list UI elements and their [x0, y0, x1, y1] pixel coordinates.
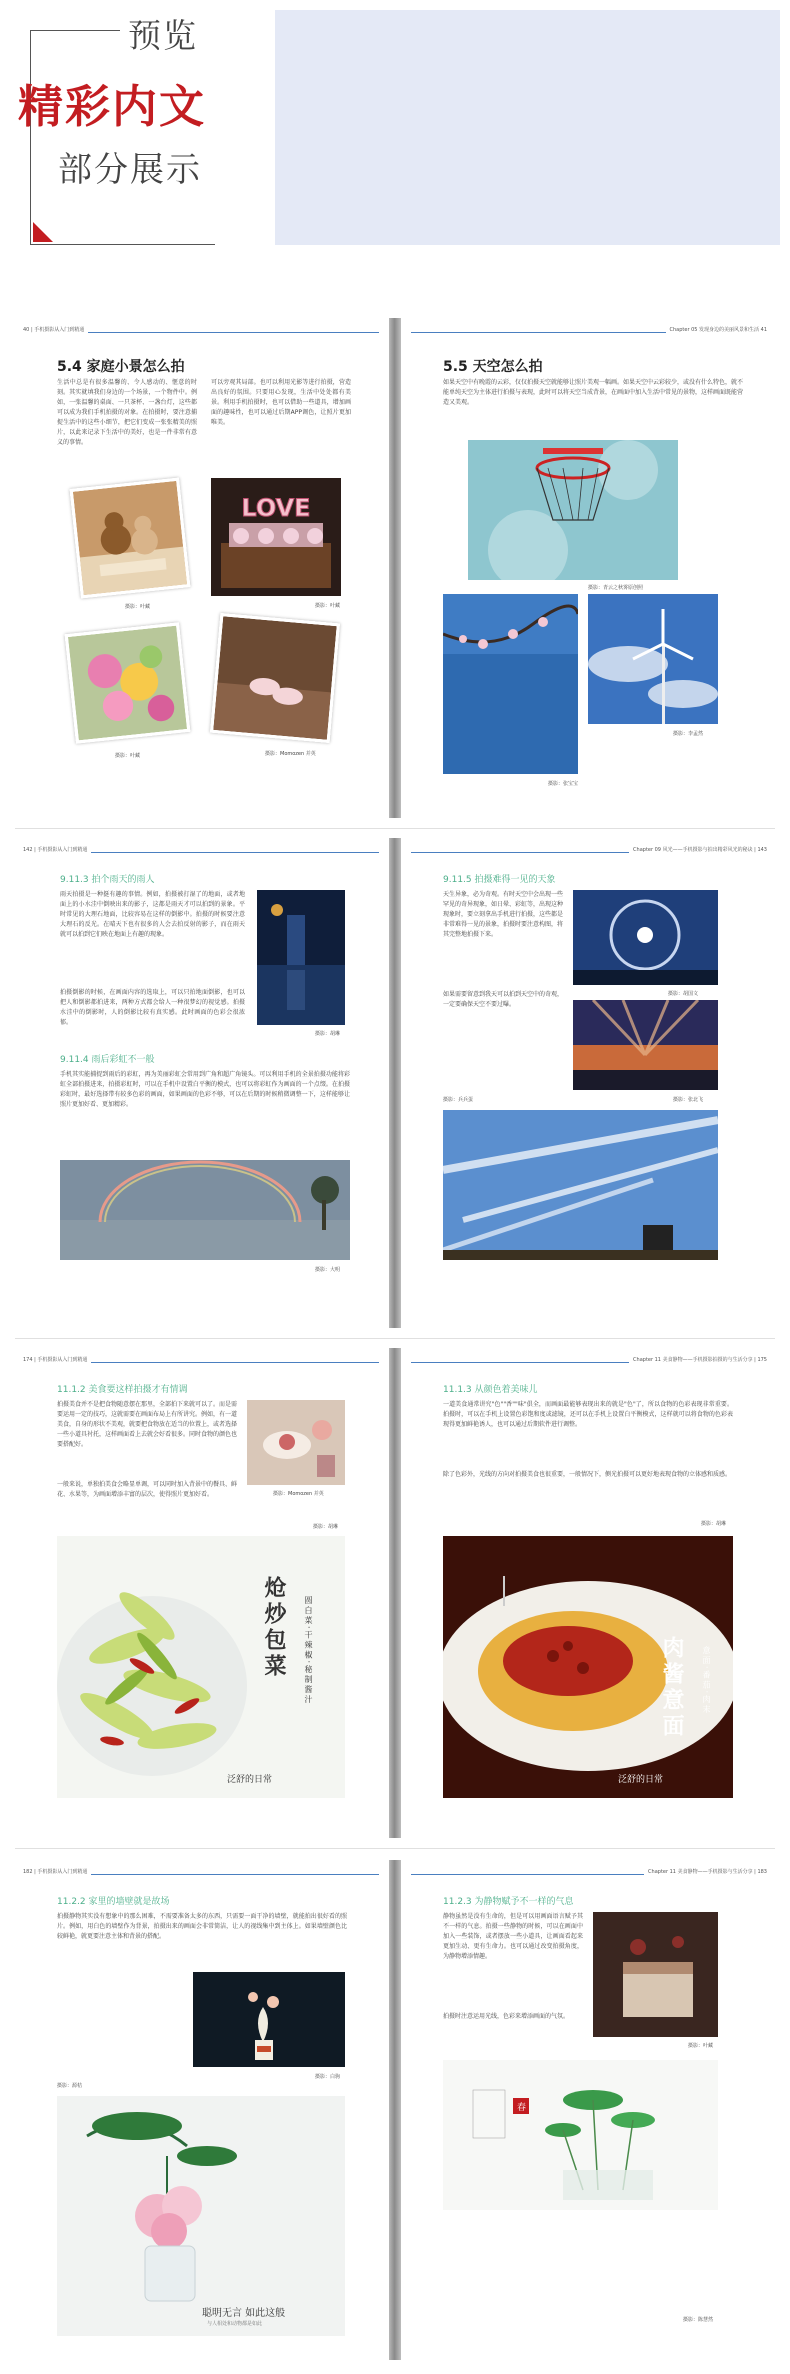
body-text: 可以旁观其局部。也可以利用光影等进行拍摄，营造出良好的氛围。只要用心发现，生活中处处都有美景。利用手机拍摄时，也可以借助一些道具，增加画面的趣味性，也可以通过后期APP调色，让照片更加唯美。 — [211, 379, 351, 426]
seal-stamp: 春 — [517, 2103, 527, 2113]
photo-bolognese-pasta — [443, 1536, 733, 1798]
photo-lotus-leaves — [443, 2060, 718, 2210]
section-heading: 9.11.5 拍摄难得一见的天象 — [443, 875, 556, 885]
photo-rain-reflection — [257, 890, 345, 1025]
page-182 — [15, 1860, 387, 2360]
body-text: 静物虽然是没有生命的，但是可以用画面语言赋予其不一样的气息。拍摄一些静物的时候，可以在画面中加入一些装饰，或者摆放一些小道具，让画面看起来更加生动、更有生命力。也可以通过改变拍摄角度，为静物增添情趣。 — [443, 1913, 583, 1960]
dish-name: 炝炒包菜 — [261, 1576, 287, 1680]
section-heading: 9.11.4 雨后彩虹不一般 — [60, 1055, 155, 1065]
page-header — [23, 326, 379, 336]
page-header — [23, 1356, 379, 1366]
section-heading: 11.2.3 为静物赋予不一样的气息 — [443, 1897, 574, 1907]
book-gutter — [389, 1860, 401, 2360]
photo-basketball-hoop — [468, 440, 678, 580]
banner-preview-text: 预览 — [128, 16, 198, 55]
photo-plum-blossom-sky — [443, 594, 578, 774]
page-header — [23, 1868, 379, 1878]
poem-text: 聪明无言 如此这般 — [202, 2308, 286, 2319]
page-142 — [15, 838, 387, 1328]
book-gutter — [389, 1348, 401, 1838]
banner-subtitle: 部分展示 — [58, 150, 202, 190]
poem-subtext: 与人相处和动物都是如此 — [207, 2321, 263, 2327]
section-heading: 9.11.3 拍个雨天的雨人 — [60, 875, 155, 885]
banner-frame — [30, 30, 215, 245]
page-header — [411, 1356, 767, 1366]
signature-text: 泛舒的日常 — [618, 1775, 664, 1785]
photo-caption: 摄影：白驹 — [315, 2074, 341, 2080]
banner-placeholder-box — [275, 10, 780, 245]
body-text: 一道美食通常讲究"色""香""味"俱全，而画面最能够表现出来的就是"色"了，所以食物的色彩表现非常重要。拍摄时，可以在手机上设置色彩饱和度或滤镜，还可以在手机上设置白平衡模式，这样就可以将食物的色彩表现得更加鲜艳诱人，也可以通过后期软件进行调整。 — [443, 1401, 733, 1428]
spread-1 — [15, 318, 775, 818]
photo-caption: 摄影：叶藏 — [315, 603, 341, 609]
section-heading: 11.1.2 美食要这样拍摄才有情调 — [57, 1385, 188, 1395]
photo-love-cupcakes — [211, 478, 341, 596]
signature-text: 泛舒的日常 — [227, 1775, 273, 1785]
photo-caption: 摄影：陈慧然 — [683, 2317, 714, 2323]
body-text: 拍摄静物其实没有想象中的那么困难，不需要准备太多的东西，只需要一面干净的墙壁，就能拍出很好看的照片。例如，用白色的墙壁作为背景，拍摄出来的画面会非常简洁，让人的视线集中到主体上。如果墙壁颜色比较鲜艳，就更要注意主体和背景的搭配。 — [57, 1913, 347, 1940]
spread-2 — [15, 838, 775, 1328]
header-text: Chapter 11 美食静物——手机摄影与生活分享 | 183 — [644, 1868, 767, 1875]
book-gutter — [389, 318, 401, 818]
page-183 — [403, 1860, 775, 2360]
header-text: 142 | 手机摄影从入门到精通 — [23, 846, 91, 853]
header-text: Chapter 05 发现身边的美丽风景和生活 41 — [666, 326, 767, 333]
spread-4 — [15, 1860, 775, 2360]
body-text: 一般来说，单独拍美食会略显单调，可以同时加入背景中的餐具、鲜花、水果等，为画面增添丰富的层次，使得照片更加好看。 — [57, 1481, 238, 1498]
header-text: Chapter 11 美食静物——手机摄影拍摄的与生活分享 | 175 — [629, 1356, 767, 1363]
photo-rainbow-lake — [60, 1160, 350, 1260]
body-text: 雨天拍摄是一种挺有趣的事情。例如，拍摄被打湿了的地面，或者地面上的小水洼中倒映出来的影子，这都是雨天才可以拍到的景象。平时常见的大理石地面，比较容易在这样的倒影中。拍摄的时候要注意大理石的反光。在晴天下也有很多的人会去拍反射的影子，而在雨天就可以拍到它们映在地面上有趣的现象。 — [60, 891, 245, 938]
photo-caption: 摄影：胡琳 — [701, 1521, 727, 1527]
spread-separator — [15, 1338, 775, 1339]
section-heading: 5.4 家庭小景怎么拍 — [57, 359, 185, 375]
body-text: 手机其实能捕捉到雨后的彩虹，再为美丽彩虹会常用到广角和超广角镜头。可以利用手机的全景拍摄功能将彩虹全部拍摄进来，拍摄彩虹时，可以在手机中设置白平衡的模式，也可以将彩虹作为画面的一个点缀。在拍摄彩虹时，最好选择带有较多色彩的画面，如果画面的色彩不够，可以在后期的时候稍微调整一下，这样能够让照片更加好看、更加精彩。 — [60, 1071, 350, 1108]
spread-3 — [15, 1348, 775, 1838]
photo-dessert-table — [247, 1400, 345, 1485]
dish-ingredients: 意面·番茄·肉末 — [702, 1646, 711, 1716]
love-letters: LOVE — [241, 494, 311, 522]
page-header — [411, 326, 767, 336]
photo-cake-stilllife — [593, 1912, 718, 2037]
header-text: 40 | 手机摄影从入门到精通 — [23, 326, 88, 333]
body-text: 拍摄时注意运用光线，色彩来增添画面的气氛。 — [443, 2013, 570, 2020]
page-header — [411, 1868, 767, 1878]
photo-caption: 摄影：源桔 — [57, 2083, 83, 2089]
section-heading: 11.1.3 从颜色着美味儿 — [443, 1385, 538, 1395]
section-heading: 11.2.2 家里的墙壁就是故场 — [57, 1897, 170, 1907]
photo-caption: 摄影：胡国文 — [668, 991, 699, 997]
header-text: Chapter 09 风光——手机摄影与拍出精彩风光的秘诀 | 143 — [629, 846, 767, 853]
photo-caption: 摄影：Momozen 并英 — [273, 1491, 324, 1497]
photo-vase-flowers-dark — [193, 1972, 345, 2067]
header-text: 182 | 手机摄影从入门到精通 — [23, 1868, 91, 1875]
photo-caption: 摄影：胡琳 — [315, 1031, 341, 1037]
photo-caption: 摄影：叶藏 — [115, 753, 141, 759]
photo-contrails — [443, 1110, 718, 1260]
photo-teddy-bears — [70, 478, 191, 599]
spread-separator — [15, 1848, 775, 1849]
banner-corner-triangle — [33, 222, 53, 242]
photo-wind-turbine — [588, 594, 718, 724]
page-41 — [403, 318, 775, 818]
page-40 — [15, 318, 387, 818]
photo-caption: 摄影：Momozen 并英 — [265, 751, 316, 757]
body-text: 拍摄倒影的时候，在画面内容的选取上，可以只拍地面倒影，也可以把人和倒影都拍进来，两种方式都会给人一种很梦幻的视觉感。拍摄水洼中的倒影时，人的倒影比较有真实感。此时画面的色彩会很浓郁。 — [60, 989, 245, 1026]
body-text: 生活中总是有很多温馨的、令人感动的、惬意的时刻。其实就填我们身边的一个场景，一个物件中。例如，一张温馨的桌面、一只茶杯、一盏台灯，这些都可以成为我们手机拍摄的对象。在拍摄时，要注意捕捉生活中的这些小细节，把它们变成一张张精美的照片，以此来记录下生活中的美好，也是一件非常有意义的事情。 — [57, 379, 197, 446]
photo-stir-fried-cabbage — [57, 1536, 345, 1798]
page-174 — [15, 1348, 387, 1838]
book-gutter — [389, 838, 401, 1328]
body-text: 如果天空中有晚霞的云彩，仅仅拍摄天空就能够让照片美观一幅画。如果天空中云彩较少，或没有什么特色，就不能单纯天空为主体进行拍摄与表现，此时可以将天空当成背景，在画面中加入生活中常见的景物，这样画面既能营造又美观。 — [443, 379, 744, 406]
photo-caption: 摄影：张宝宝 — [548, 781, 579, 787]
photo-cherry-blossom-jar — [57, 2096, 345, 2336]
photo-slippers — [210, 613, 340, 743]
photo-sunset-rays — [573, 1000, 718, 1090]
photo-sun-halo — [573, 890, 718, 985]
body-text: 天生异象，必为奇观。有时天空中会出现一些罕见的奇异现象，如日晕、彩虹等，出现这种现象时，要立刻拿出手机进行拍摄，这些都是非常难得一见的景象，拍摄时要注意构图，将其完整地拍摄下来。 — [443, 891, 564, 938]
photo-caption: 摄影：叶藏 — [125, 604, 151, 610]
photo-caption: 摄影：李孟然 — [673, 731, 704, 737]
page-143 — [403, 838, 775, 1328]
dish-ingredients: 圆白菜·干辣椒·秘制酱汁 — [304, 1596, 313, 1706]
dish-name: 肉酱意面 — [659, 1636, 685, 1740]
photo-caption: 摄影：青云之秋雾原创照 — [588, 585, 644, 591]
spread-separator — [15, 828, 775, 829]
photo-caption: 摄影：张北飞 — [673, 1097, 704, 1103]
photo-caption: 摄影：叶藏 — [688, 2043, 714, 2049]
intro-banner — [0, 0, 790, 250]
photo-caption: 摄影：大明 — [315, 1267, 341, 1273]
body-text: 如果需要留意到我天可以拍到天空中的奇观，一定要确保天空不要过曝。 — [443, 991, 564, 1008]
photo-caption: 摄影：胡琳 — [313, 1524, 339, 1530]
page-header — [23, 846, 379, 856]
header-text: 174 | 手机摄影从入门到精通 — [23, 1356, 91, 1363]
page-header — [411, 846, 767, 856]
banner-title: 精彩内文 — [18, 80, 207, 133]
section-heading: 5.5 天空怎么拍 — [443, 359, 543, 375]
page-175 — [403, 1348, 775, 1838]
body-text: 除了色彩外，光线的方向对拍摄美食也很重要，一般情况下，侧光拍摄可以更好地表现食物的立体感和质感。 — [443, 1471, 732, 1478]
photo-flowers — [65, 622, 191, 743]
photo-caption: 摄影：兵兵蛋 — [443, 1097, 474, 1103]
body-text: 拍摄美食并不是把食物随意摆在那里，全部拍下来就可以了。而是需要运用一定的技巧，这就需要在画面布局上有所讲究。例如，有一道美食，自身的形状不美观，就要把食物放在适当的位置上，或者选择一些小道具衬托，这样画面看上去就会好看很多。同时食物的颜色也要搭配好。 — [57, 1401, 238, 1448]
